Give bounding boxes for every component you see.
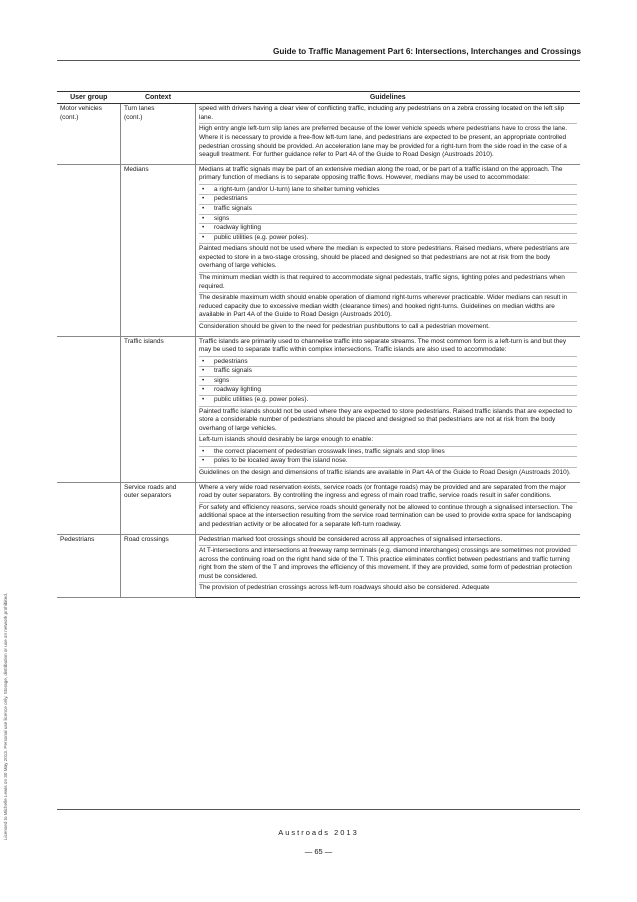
guideline-para: Guidelines on the design and dimensions of traffic islands are available in Part 4A of the Guide to Road Design (Austroads 2010). bbox=[199, 469, 571, 477]
cell-guidelines bbox=[196, 482, 581, 534]
guideline-para: Where a very wide road reservation exists, service roads (or frontage roads) may be provided and are separated from the major road by outer separators. By controlling the ingress and egress of main road traffic, service roads result in safer conditions. bbox=[199, 484, 577, 503]
table-header-row bbox=[57, 92, 580, 104]
col-header-context: Context bbox=[121, 92, 196, 104]
table-row bbox=[57, 164, 580, 336]
cell-user-group: Motor vehicles (cont.) bbox=[57, 104, 121, 164]
table-row bbox=[57, 336, 580, 482]
cell-user-group: Pedestrians bbox=[57, 534, 121, 597]
bullet-item: • traffic signals bbox=[199, 367, 577, 377]
cell-guidelines bbox=[196, 336, 581, 482]
bullet-list bbox=[199, 186, 577, 244]
cell-context: Service roads and outer separators bbox=[121, 482, 196, 534]
cell-context: Turn lanes (cont.) bbox=[121, 104, 196, 164]
cell-context: Road crossings bbox=[121, 534, 196, 597]
bullet-item: • roadway lighting bbox=[199, 386, 577, 396]
page-header-title: Guide to Traffic Management Part 6: Intersections, Interchanges and Crossings bbox=[272, 47, 581, 56]
bullet-item: • public utilities (e.g. power poles). bbox=[199, 396, 577, 405]
bullet-item: • poles to be located away from the island nose. bbox=[199, 457, 577, 466]
guideline-para: High entry angle left-turn slip lanes are preferred because of the lower vehicle speeds where pedestrians have to cross the lane. Where it is necessary to provide a free-flow left-turn lane, and pedestrians are expected to be present, an appropriate controlled pedestrian crossing should be provided. An acceleration lane may be provided for a right-turn from the side road in the case of a seagull treatment. For further guidance refer to Part 4A of the Guide to Road Design (Austroads 2010). bbox=[199, 125, 568, 159]
bullet-item: • pedestrians bbox=[199, 358, 577, 368]
cell-user-group bbox=[57, 164, 121, 336]
bullet-list bbox=[199, 358, 577, 407]
guideline-para: speed with drivers having a clear view of conflicting traffic, including any pedestrians on a zebra crossing located on the left slip lane. bbox=[199, 105, 577, 124]
guideline-intro: Traffic islands are primarily used to channelise traffic into separate streams. The most common form is a left-turn is and but they may be used to separate traffic within complex intersections. Traffic islands are also used to accommodate: bbox=[199, 338, 577, 357]
guideline-intro: Left-turn islands should desirably be large enough to enable: bbox=[199, 436, 577, 447]
cell-context: Traffic islands bbox=[121, 336, 196, 482]
guideline-para: At T-intersections and intersections at freeway ramp terminals (e.g. diamond interchanges) crossings are sometimes not provided across the continuing road on the right hand side of the T. This practice eliminates conflict between pedestrians and traffic turning right from the stem of the T and improves the efficiency of this movement. If they are provided, some form of pedestrian protection must be considered. bbox=[199, 547, 577, 583]
cell-user-group bbox=[57, 336, 121, 482]
guideline-para: For safety and efficiency reasons, service roads should generally not be allowed to continue through a signalised intersection. The additional space at the intersection resulting from the service road termination can be used to provide extra space for landscaping and pedestrian activity or be allocated for a separate left-turn roadway. bbox=[199, 503, 573, 528]
guideline-para: Painted traffic islands should not be used where they are expected to store pedestrians. Raised traffic islands that are expected to store a considerable number of pedestrians should be placed and designed so that pedestrians are not at risk from the body overhang of large vehicles. bbox=[199, 408, 577, 436]
bullet-item: • pedestrians bbox=[199, 195, 577, 205]
guideline-para: The provision of pedestrian crossings across left-turn roadways should also be considered. Adequate bbox=[199, 584, 490, 592]
bullet-item: • signs bbox=[199, 377, 577, 387]
guideline-para: The minimum median width is that required to accommodate signal pedestals, traffic signs, lighting poles and pedestrians when required. bbox=[199, 274, 577, 293]
table-row bbox=[57, 534, 580, 597]
col-header-guidelines: Guidelines bbox=[196, 92, 581, 104]
guideline-intro: Medians at traffic signals may be part of an extensive median along the road, or be part of a traffic island on the approach. The primary function of medians is to separate opposing traffic flows. However, medians may be used to accommodate: bbox=[199, 166, 577, 185]
cell-guidelines bbox=[196, 104, 581, 164]
licence-watermark: Licensed to Michelle Lewis on 30 May 2013. Personal use licence only. Storage, distribution or use on network prohibited. bbox=[3, 592, 8, 840]
bullet-item: • public utilities (e.g. power poles). bbox=[199, 234, 577, 243]
footer-organisation: Austroads 2013 bbox=[278, 828, 359, 837]
col-header-user-group: User group bbox=[57, 92, 121, 104]
guideline-para: Pedestrian marked foot crossings should be considered across all approaches of signalised intersections. bbox=[199, 536, 577, 547]
bullet-item: • traffic signals bbox=[199, 205, 577, 215]
header-rule bbox=[57, 60, 580, 61]
bullet-item: • roadway lighting bbox=[199, 224, 577, 234]
bullet-item: • signs bbox=[199, 215, 577, 225]
cell-guidelines bbox=[196, 164, 581, 336]
guideline-para: Painted medians should not be used where the median is expected to store pedestrians. Raised medians, where pedestrians are expected to store in a two-stage crossing, should be placed and designed so that pedestrians are not at risk from the body overhang of large vehicles. bbox=[199, 245, 577, 273]
guideline-para: Consideration should be given to the need for pedestrian pushbuttons to call a pedestrian movement. bbox=[199, 322, 490, 330]
table-row bbox=[57, 104, 580, 164]
bullet-list bbox=[199, 448, 577, 468]
guideline-para: The desirable maximum width should enable operation of diamond right-turns wherever practicable. Wider medians can result in reduced capacity due to excessive median width (clearance times) and hooked right-turns. Guidelines on median widths are available in Part 4A of the Guide to Road Design (Austroads 2010). bbox=[199, 294, 577, 322]
guidelines-table bbox=[57, 91, 580, 598]
cell-guidelines bbox=[196, 534, 581, 597]
cell-user-group bbox=[57, 482, 121, 534]
page-number: — 65 — bbox=[304, 847, 333, 856]
cell-context: Medians bbox=[121, 164, 196, 336]
footer-rule bbox=[57, 809, 580, 810]
bullet-item: • a right-turn (and/or U-turn) lane to shelter turning vehicles bbox=[199, 186, 577, 196]
table-row bbox=[57, 482, 580, 534]
bullet-item: • the correct placement of pedestrian crosswalk lines, traffic signals and stop lines bbox=[199, 448, 577, 458]
